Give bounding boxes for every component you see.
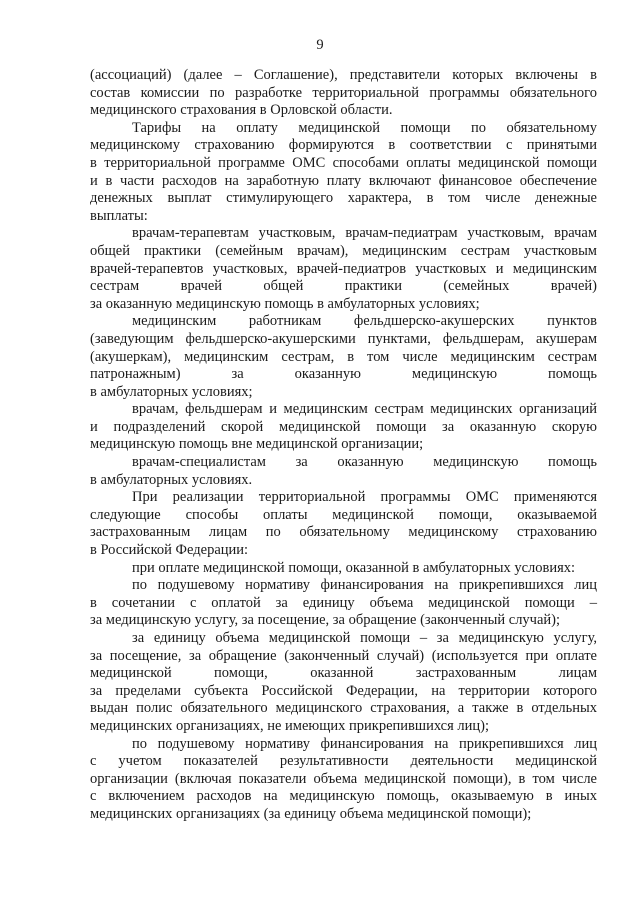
paragraph (90, 313, 597, 401)
text-line: за посещение, за обращение (законченный случай) (используется при оплате (90, 647, 597, 664)
text-line: сестрам врачей общей практики (семейных врачей) (90, 278, 597, 295)
text-line: медицинских организациях, не имеющих прикрепившихся лиц); (90, 717, 489, 734)
text-line: за единицу объема медицинской помощи – за медицинскую услугу, (132, 630, 597, 646)
text-line: медицинскую помощь вне медицинской организации; (90, 436, 424, 453)
text-line: выплаты: (90, 207, 148, 224)
text-line: за оказанную медицинскую помощь в амбулаторных условиях; (90, 295, 480, 312)
paragraph (90, 577, 597, 630)
text-line: и в части расходов на заработную плату включают финансовое обеспечение (90, 172, 597, 189)
paragraph (90, 560, 597, 578)
paragraph (90, 401, 597, 454)
text-line: за пределами субъекта Российской Федерации, на территории которого (90, 682, 597, 699)
paragraph (90, 454, 597, 489)
text-line: в амбулаторных условиях. (90, 471, 253, 488)
paragraph (90, 67, 597, 120)
text-line: выдан полис обязательного медицинского страхования, а также в отдельных (90, 700, 597, 717)
paragraph (90, 225, 597, 313)
text-line: в сочетании с оплатой за единицу объема медицинской помощи – (90, 594, 597, 611)
text-line: по подушевому нормативу финансирования на прикрепившихся лиц (132, 577, 597, 594)
text-line: за медицинскую услугу, за посещение, за обращение (законченный случай); (90, 612, 561, 629)
text-line: с учетом показателей результативности деятельности медицинской (90, 753, 597, 770)
text-line: врачам-специалистам за оказанную медицинскую помощь (132, 454, 597, 471)
text-line: (акушеркам), медицинским сестрам, в том числе медицинским сестрам (90, 348, 597, 365)
text-line: застрахованным лицам по обязательному медицинскому страхованию (90, 524, 597, 541)
text-line: организации (включая показатели объема медицинской помощи), в том числе (90, 770, 597, 787)
text-line: в Российской Федерации: (90, 542, 249, 559)
text-line: денежных выплат стимулирующего характера, в том числе денежные (90, 190, 597, 207)
paragraph (90, 630, 597, 736)
text-line: общей практики (семейным врачам), медицинским сестрам участковым (90, 242, 597, 259)
text-line: патронажным) за оказанную медицинскую помощь (90, 366, 597, 383)
text-line: и подразделений скорой медицинской помощи за оказанную скорую (90, 418, 597, 435)
text-line: врачам, фельдшерам и медицинским сестрам медицинских организаций (132, 401, 597, 418)
text-line: в амбулаторных условиях; (90, 383, 253, 400)
text-line: медицинского страхования в Орловской области. (90, 102, 393, 119)
text-line: медицинской помощи, оказанной застрахованным лицам (90, 665, 597, 682)
paragraph (90, 489, 597, 559)
page-number: 9 (316, 37, 324, 53)
text-line: медицинскому страхованию формируются в соответствии с принятыми (90, 137, 597, 154)
text-line: при оплате медицинской помощи, оказанной в амбулаторных условиях: (132, 559, 576, 576)
text-line: по подушевому нормативу финансирования на прикрепившихся лиц (132, 735, 597, 752)
text-line: состав комиссии по разработке территориальной программы обязательного (90, 84, 597, 101)
text-line: с включением расходов на медицинскую помощь, оказываемую в иных (90, 788, 597, 805)
body-text (90, 67, 597, 824)
text-line: врачей-терапевтов участковых, врачей-педиатров участковых и медицинским (90, 260, 597, 277)
paragraph (90, 120, 597, 226)
text-line: в территориальной программе ОМС способами оплаты медицинской помощи (90, 154, 597, 171)
text-line: медицинских организациях (за единицу объема медицинской помощи); (90, 805, 532, 822)
paragraph (90, 736, 597, 824)
text-line: (ассоциаций) (далее – Соглашение), представители которых включены в (90, 67, 597, 83)
text-line: следующие способы оплаты медицинской помощи, оказываемой (90, 506, 597, 523)
text-line: При реализации территориальной программы ОМС применяются (132, 489, 597, 506)
text-line: медицинским работникам фельдшерско-акушерских пунктов (132, 313, 597, 330)
text-line: (заведующим фельдшерско-акушерскими пунктами, фельдшерам, акушерам (90, 330, 597, 347)
text-line: Тарифы на оплату медицинской помощи по обязательному (132, 119, 597, 136)
text-line: врачам-терапевтам участковым, врачам-педиатрам участковым, врачам (132, 225, 597, 242)
